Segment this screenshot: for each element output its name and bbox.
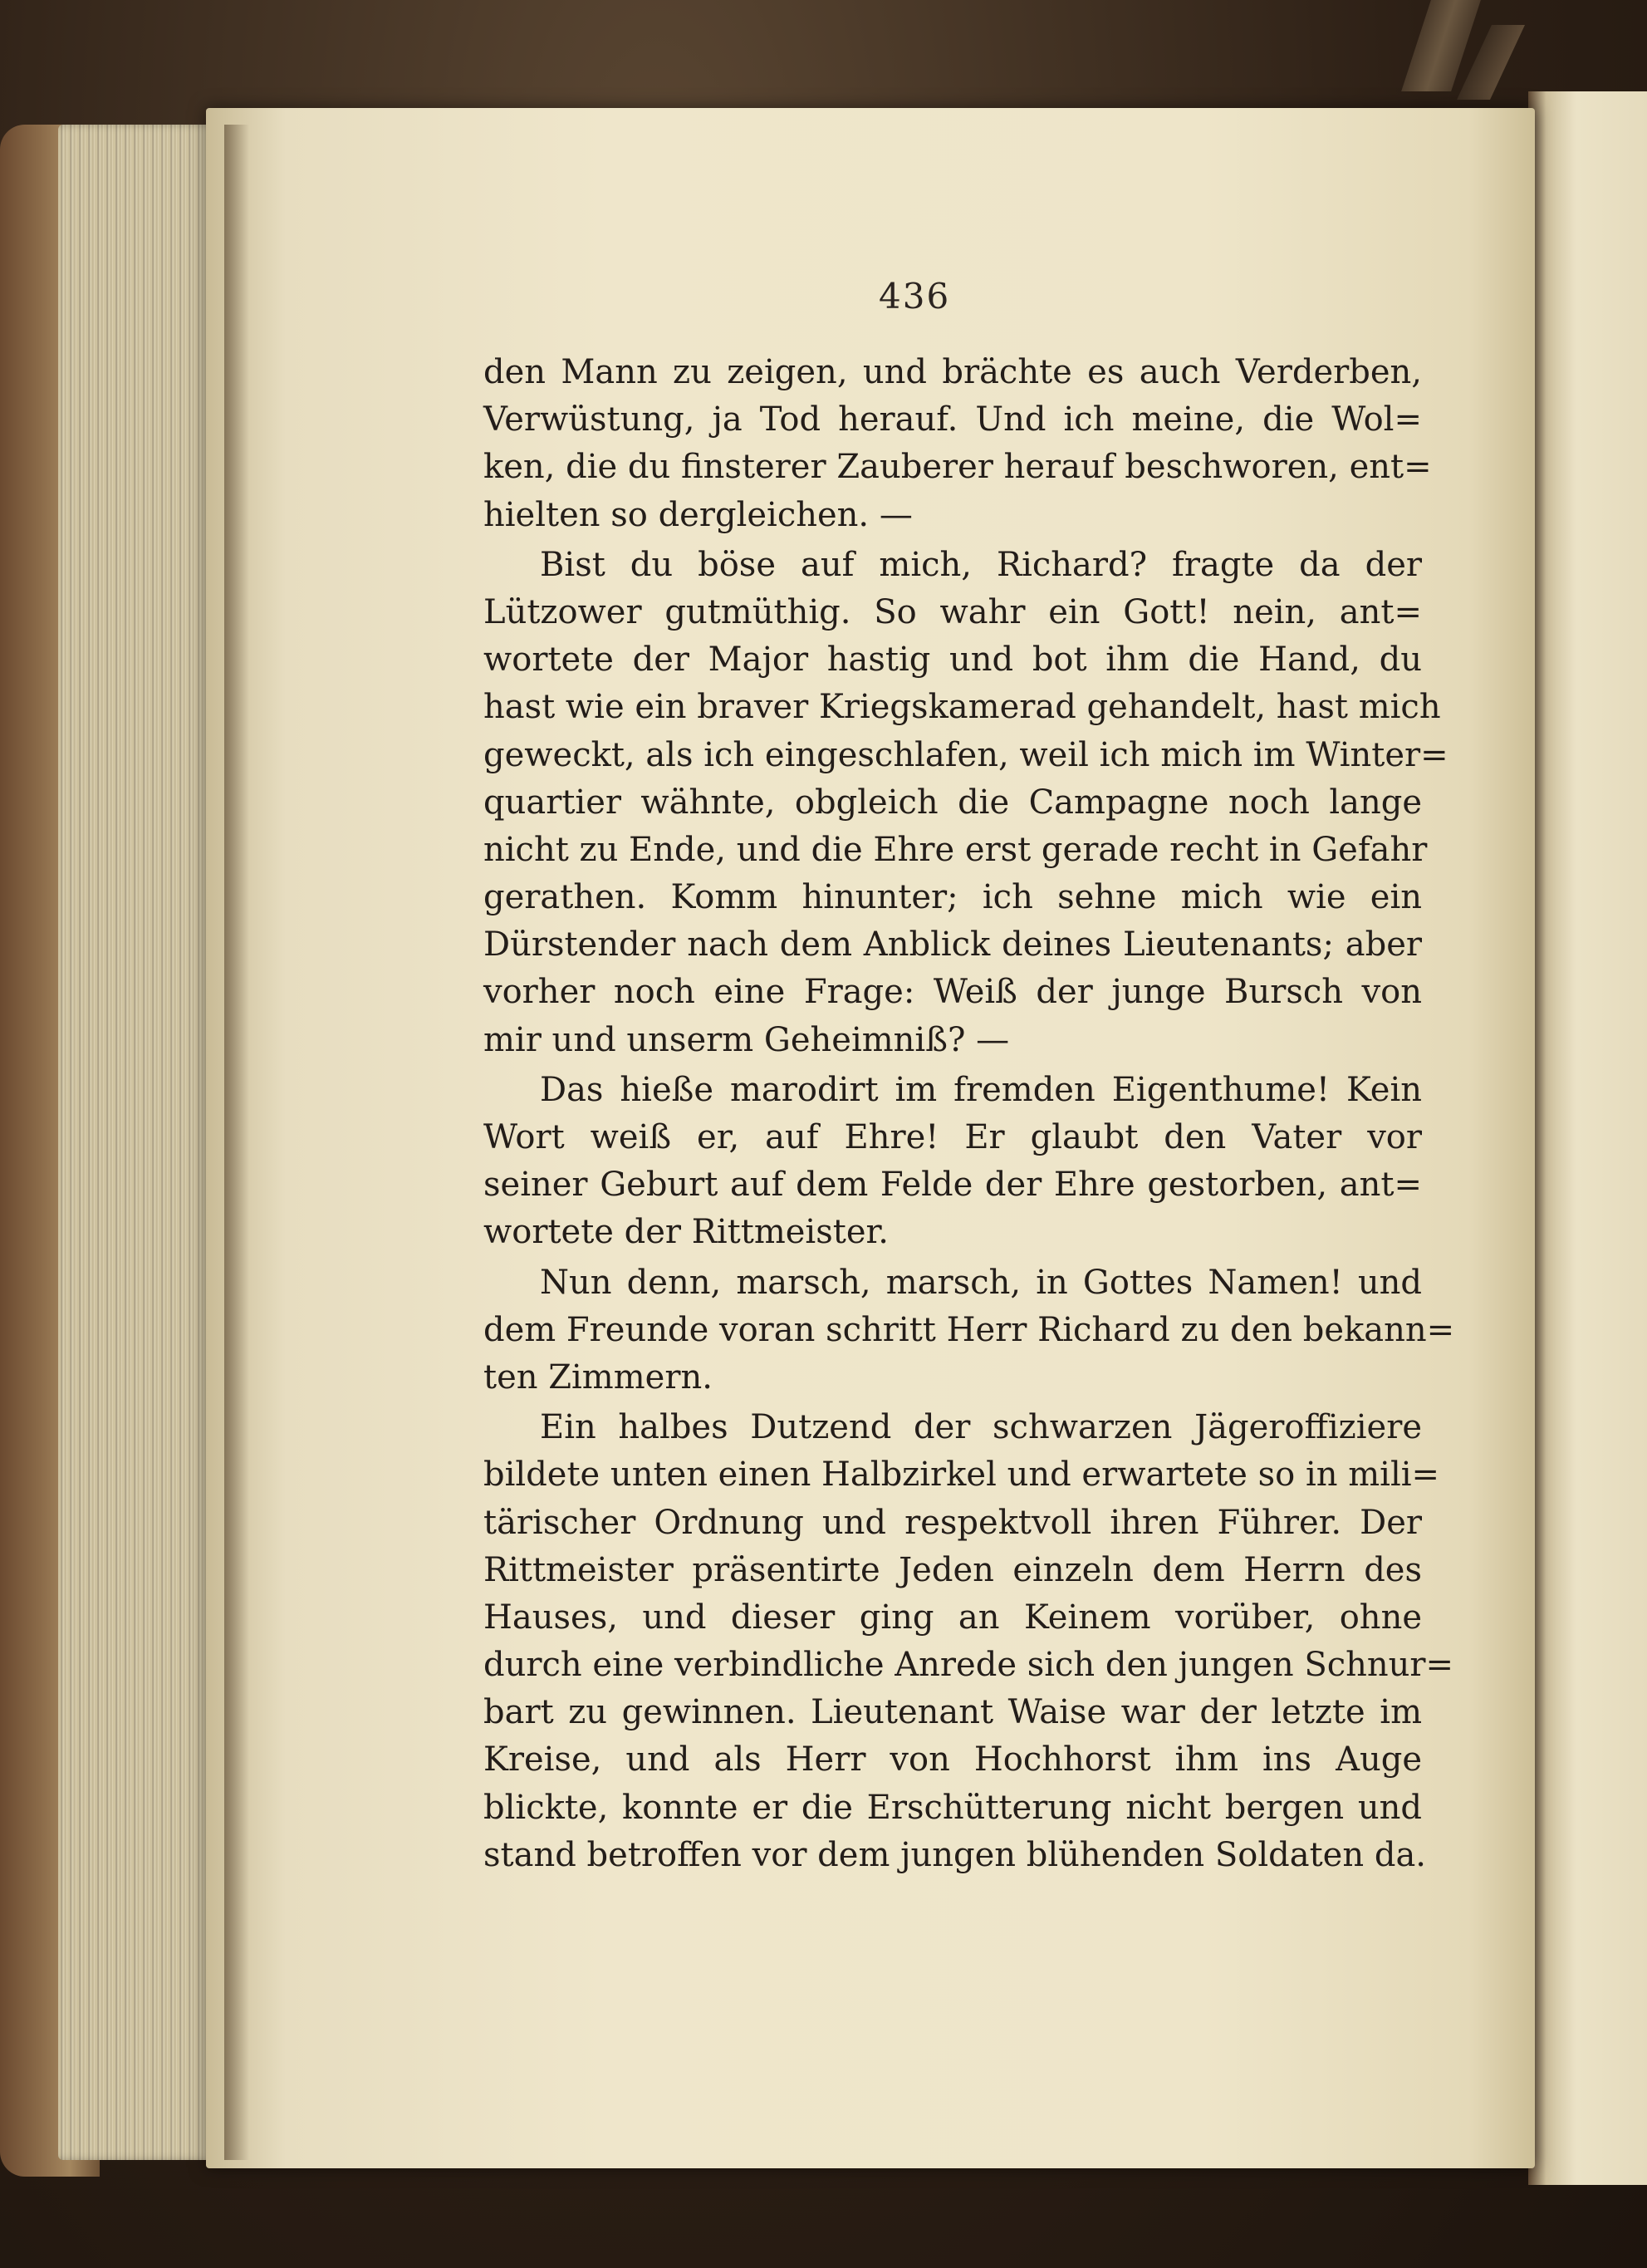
text-line: ken, die du finsterer Zauberer herauf beschworen, ent=	[483, 448, 1432, 487]
text-line: mir und unserm Geheimniß? —	[483, 1020, 1010, 1059]
body-text	[483, 349, 1455, 1879]
paragraph	[483, 1404, 1454, 1879]
text-line: blickte, konnte er die Erschütterung nicht bergen und	[483, 1788, 1422, 1827]
text-line: Rittmeister präsentirte Jeden einzeln dem Herrn des	[483, 1550, 1422, 1589]
paragraph	[483, 349, 1432, 539]
text-line: ten Zimmern.	[483, 1357, 713, 1397]
paragraph	[483, 1259, 1455, 1402]
text-line: Das hieße marodirt im fremden Eigenthume! Kein	[540, 1070, 1422, 1109]
text-line: durch eine verbindliche Anrede sich den jungen Schnur=	[483, 1646, 1454, 1685]
paragraph	[483, 542, 1448, 1064]
text-line: stand betroffen vor dem jungen blühenden Soldaten da.	[483, 1835, 1426, 1874]
text-line: quartier wähnte, obgleich die Campagne noch lange	[483, 783, 1422, 822]
text-line: den Mann zu zeigen, und brächte es auch Verderben,	[483, 353, 1422, 391]
text-line: bart zu gewinnen. Lieutenant Waise war der letzte im	[483, 1693, 1422, 1732]
text-line: hielten so dergleichen. —	[483, 495, 913, 534]
text-line: Nun denn, marsch, marsch, in Gottes Namen! und	[540, 1263, 1422, 1302]
text-line: wortete der Rittmeister.	[483, 1213, 889, 1252]
text-line: hast wie ein braver Kriegskamerad gehandelt, hast mich	[483, 688, 1441, 727]
text-line: wortete der Major hastig und bot ihm die Hand, du	[483, 641, 1422, 680]
text-line: gerathen. Komm hinunter; ich sehne mich wie ein	[483, 878, 1422, 917]
text-line: nicht zu Ende, und die Ehre erst gerade recht in Gefahr	[483, 830, 1428, 869]
text-line: dem Freunde voran schritt Herr Richard zu den bekann=	[483, 1310, 1455, 1349]
text-line: tärischer Ordnung und respektvoll ihren Führer. Der	[483, 1503, 1422, 1542]
text-line: Wort weiß er, auf Ehre! Er glaubt den Vater vor	[483, 1118, 1422, 1156]
text-line: vorher noch eine Frage: Weiß der junge Bursch von	[483, 973, 1422, 1012]
text-line: Lützower gutmüthig. So wahr ein Gott! nein, ant=	[483, 592, 1422, 631]
gutter-shadow	[224, 125, 249, 2160]
text-line: bildete unten einen Halbzirkel und erwartete so in mili=	[483, 1456, 1440, 1495]
text-line: seiner Geburt auf dem Felde der Ehre gestorben, ant=	[483, 1166, 1422, 1205]
text-line: geweckt, als ich eingeschlafen, weil ich mich im Winter=	[483, 735, 1448, 774]
text-line: Kreise, und als Herr von Hochhorst ihm ins Auge	[483, 1740, 1422, 1780]
text-line: Ein halbes Dutzend der schwarzen Jägeroffiziere	[540, 1408, 1422, 1447]
text-line: Bist du böse auf mich, Richard? fragte da der	[540, 545, 1422, 584]
paragraph	[483, 1067, 1422, 1257]
text-line: Verwüstung, ja Tod herauf. Und ich meine, die Wol=	[483, 400, 1422, 439]
page-number: 436	[879, 276, 951, 317]
facing-page	[1528, 91, 1647, 2185]
text-line: Hauses, und dieser ging an Keinem vorüber, ohne	[483, 1598, 1422, 1637]
text-line: Dürstender nach dem Anblick deines Lieutenants; aber	[483, 925, 1422, 965]
